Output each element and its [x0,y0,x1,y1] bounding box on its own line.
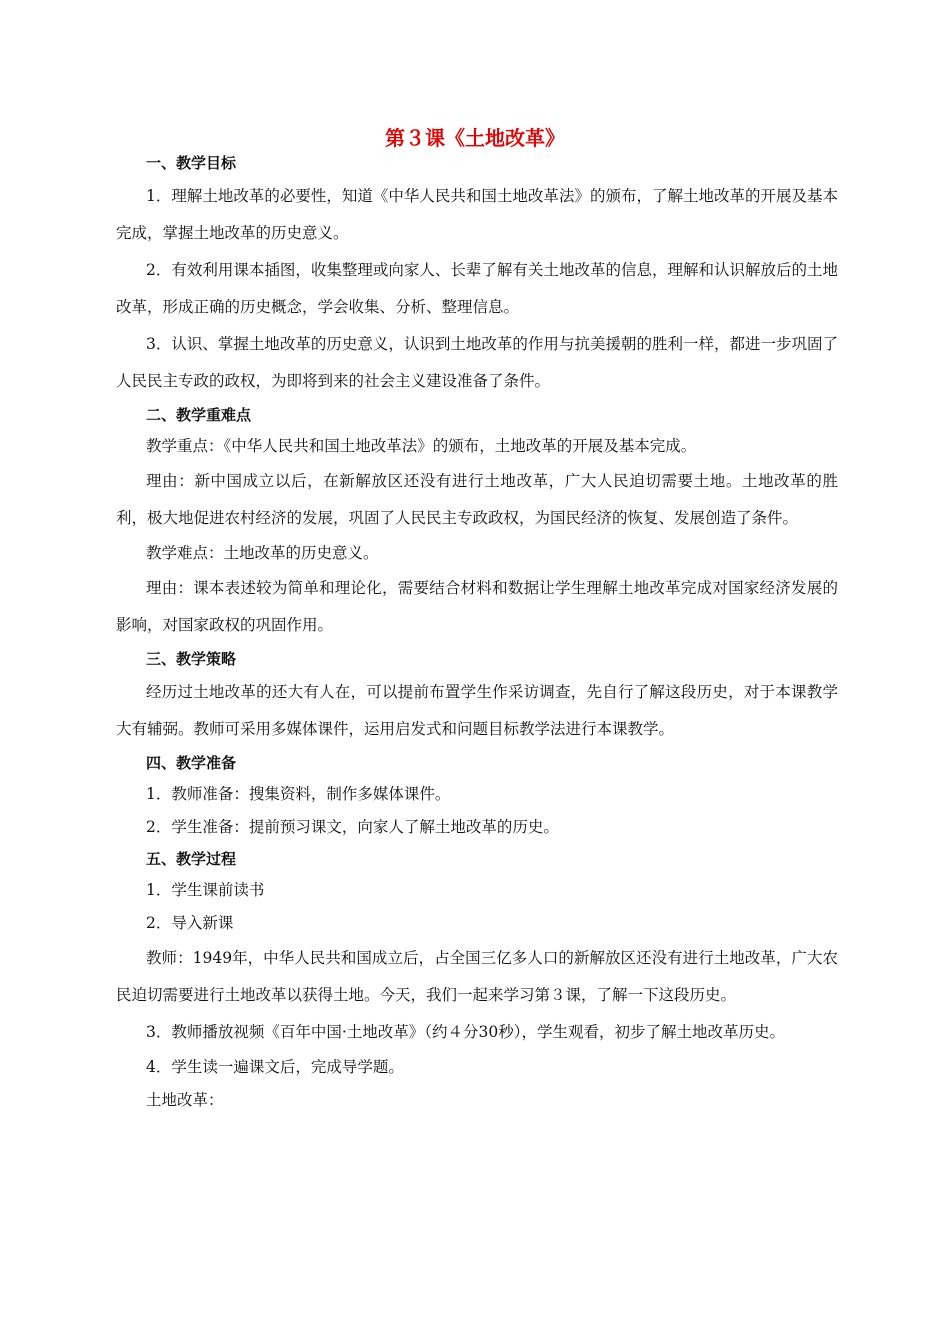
paragraph: 3．认识、掌握土地改革的历史意义，认识到土地改革的作用与抗美援朝的胜利一样，都进一步巩固了人民民主专政的政权，为即将到来的社会主义建设准备了条件。 [116,335,838,390]
paragraph: 理由：课本表述较为简单和理论化，需要结合材料和数据让学生理解土地改革完成对国家经济发展的影响，对国家政权的巩固作用。 [116,579,838,634]
section-heading: 二、教学重难点 [146,406,252,424]
document-title: 第３课《土地改革》 [385,126,565,150]
section-heading: 一、教学目标 [146,154,237,172]
paragraph: 4．学生读一遍课文后，完成导学题。 [146,1058,404,1076]
paragraph: 土地改革： [146,1091,224,1109]
document-body [116,148,838,1117]
paragraph: 经历过土地改革的还大有人在，可以提前布置学生作采访调查，先自行了解这段历史，对于本课教学大有辅弼。教师可采用多媒体课件，运用启发式和问题目标教学法进行本课教学。 [116,683,838,738]
paragraph: 理由：新中国成立以后，在新解放区还没有进行土地改革，广大人民迫切需要土地。土地改革的胜利，极大地促进农村经济的发展，巩固了人民民主专政政权，为国民经济的恢复、发展创造了条件。 [116,472,838,527]
section-heading: 五、教学过程 [146,850,237,868]
paragraph: 2．导入新课 [146,914,234,932]
paragraph: 1．教师准备：搜集资料，制作多媒体课件。 [146,785,451,803]
section-heading: 三、教学策略 [146,650,237,668]
paragraph: 2．学生准备：提前预习课文，向家人了解土地改革的历史。 [146,818,559,836]
paragraph: 1．学生课前读书 [146,881,265,899]
paragraph: 教学难点：土地改革的历史意义。 [146,544,379,562]
section-heading: 四、教学准备 [146,754,237,772]
paragraph: 3．教师播放视频《百年中国·土地改革》（约４分30秒），学生观看，初步了解土地改革历史。 [146,1023,786,1041]
paragraph: 2．有效利用课本插图，收集整理或向家人、长辈了解有关土地改革的信息，理解和认识解放后的土地改革，形成正确的历史概念，学会收集、分析、整理信息。 [116,261,838,316]
paragraph: 1．理解土地改革的必要性，知道《中华人民共和国土地改革法》的颁布，了解土地改革的开展及基本完成，掌握土地改革的历史意义。 [116,187,838,242]
paragraph: 教学重点：《中华人民共和国土地改革法》的颁布，土地改革的开展及基本完成。 [146,437,697,455]
paragraph: 教师：1949年，中华人民共和国成立后，占全国三亿多人口的新解放区还没有进行土地改革，广大农民迫切需要进行土地改革以获得土地。今天，我们一起来学习第３课，了解一下这段历史。 [116,949,838,1004]
